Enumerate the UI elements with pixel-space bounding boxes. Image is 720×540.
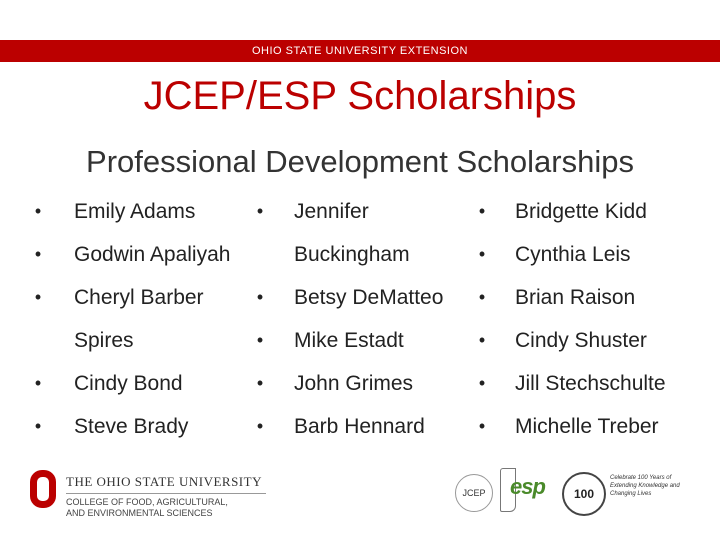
list-item [250, 319, 480, 362]
list-item-text: Betsy DeMatteo [294, 286, 444, 309]
bullet: • [478, 330, 486, 350]
college-line-1: COLLEGE OF FOOD, AGRICULTURAL, [66, 497, 228, 507]
bullet: • [478, 287, 486, 307]
list-item-continuation [250, 233, 480, 276]
college-name [66, 497, 228, 519]
list-item [472, 276, 712, 319]
bullet: • [256, 287, 264, 307]
list-item [472, 233, 712, 276]
bullet: • [34, 416, 42, 436]
extension-100-seal-icon: 100 [562, 472, 606, 516]
list-item [250, 190, 480, 233]
list-item [28, 362, 258, 405]
bullet: • [478, 373, 486, 393]
bullet: • [34, 287, 42, 307]
bullet: • [256, 416, 264, 436]
list-item [28, 190, 258, 233]
list-item-text: Spires [74, 329, 134, 352]
list-item-text: Barb Hennard [294, 415, 425, 438]
bullet: • [256, 373, 264, 393]
list-item [472, 190, 712, 233]
names-column-1 [28, 190, 258, 448]
list-item [250, 362, 480, 405]
block-o-logo-icon [30, 470, 56, 508]
list-item-text: Michelle Treber [515, 415, 659, 438]
college-line-2: AND ENVIRONMENTAL SCIENCES [66, 508, 213, 518]
bullet: • [478, 244, 486, 264]
slide-title: JCEP/ESP Scholarships [143, 74, 577, 118]
names-column-3 [472, 190, 712, 448]
slide-subtitle: Professional Development Scholarships [86, 144, 634, 179]
bullet: • [478, 201, 486, 221]
bullet: • [478, 416, 486, 436]
list-item-text: Godwin Apaliyah [74, 243, 231, 266]
footer-logos [0, 460, 720, 530]
list-item-text: Jennifer [294, 200, 369, 223]
list-item [472, 362, 712, 405]
bullet: • [256, 201, 264, 221]
list-item [250, 405, 480, 448]
esp-logo: esp [510, 474, 545, 499]
list-item-text: Steve Brady [74, 415, 189, 438]
list-item-text: Brian Raison [515, 286, 636, 309]
bullet: • [34, 373, 42, 393]
list-item-text: Bridgette Kidd [515, 200, 647, 223]
list-item [28, 276, 258, 319]
list-item [28, 405, 258, 448]
list-item-text: John Grimes [294, 372, 414, 395]
list-item-text: Buckingham [294, 243, 410, 266]
list-item-text: Cheryl Barber [74, 286, 204, 309]
list-item-text: Jill Stechschulte [515, 372, 666, 395]
list-item-text: Cindy Bond [74, 372, 183, 395]
list-item-text: Cynthia Leis [515, 243, 631, 266]
list-item-text: Mike Estadt [294, 329, 404, 352]
names-column-2 [250, 190, 480, 448]
list-item [250, 276, 480, 319]
top-banner [0, 40, 720, 62]
university-name: THE OHIO STATE UNIVERSITY [66, 474, 262, 489]
banner-text: OHIO STATE UNIVERSITY EXTENSION [252, 45, 468, 57]
divider [66, 493, 266, 494]
list-item [28, 233, 258, 276]
centennial-tagline: Celebrate 100 Years of Extending Knowledge and Changing Lives [610, 475, 680, 497]
list-item-text: Emily Adams [74, 200, 196, 223]
list-item-text: Cindy Shuster [515, 329, 647, 352]
list-item [472, 319, 712, 362]
list-item [472, 405, 712, 448]
list-item-continuation [28, 319, 258, 362]
bullet: • [34, 201, 42, 221]
bullet: • [34, 244, 42, 264]
jcep-logo: JCEP [455, 474, 493, 512]
bullet: • [256, 330, 264, 350]
